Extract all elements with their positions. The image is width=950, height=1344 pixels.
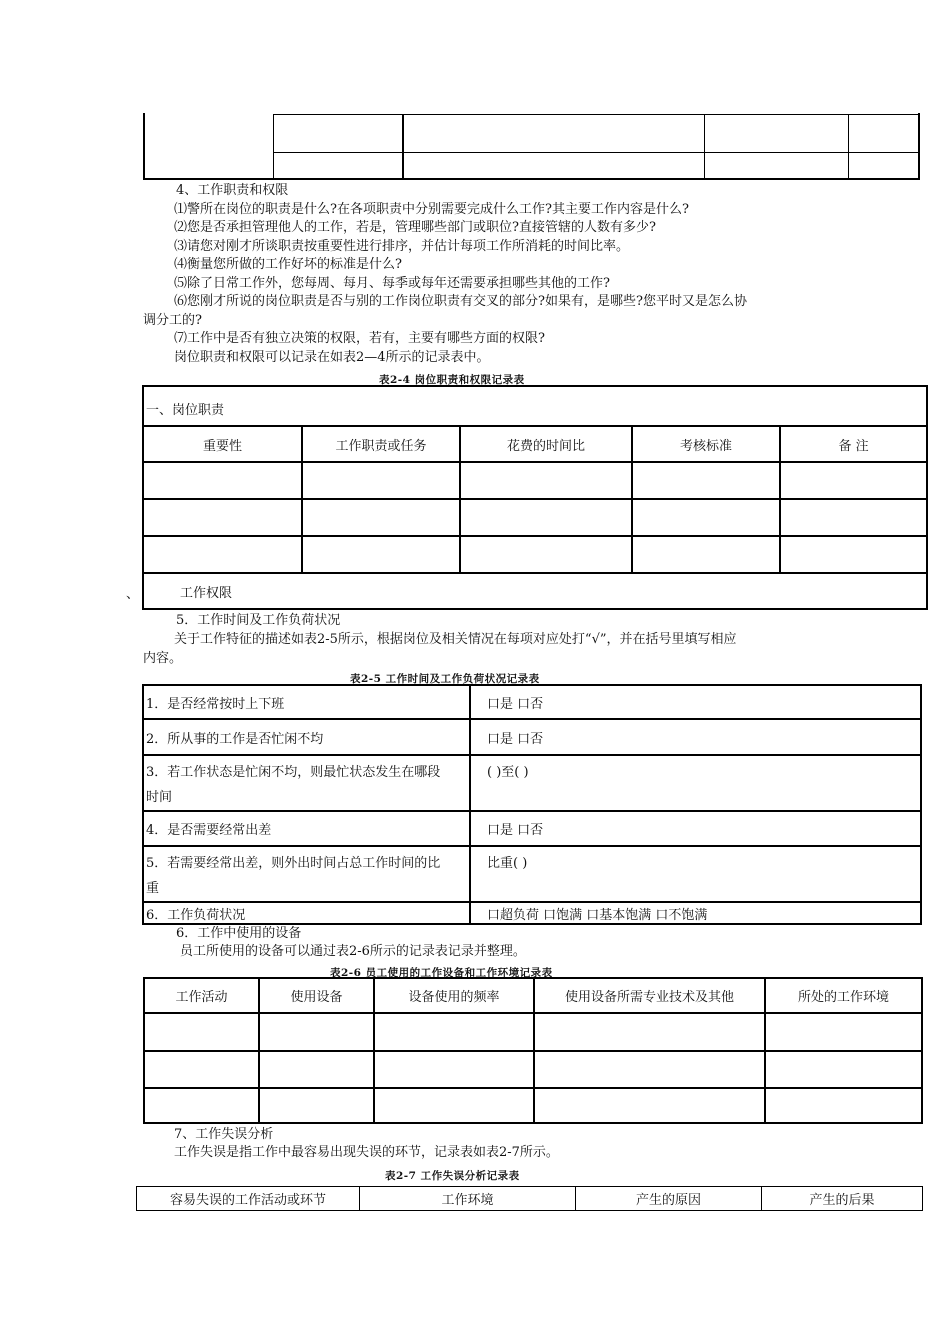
- table-cell: [259, 1088, 374, 1123]
- paragraph: 工作失误是指工作中最容易出现失误的环节，记录表如表2-7所示。: [174, 1145, 559, 1160]
- duties-table: [142, 385, 928, 610]
- question-cell: 2．所从事的工作是否忙闲不均: [143, 719, 470, 755]
- table-cell: [143, 462, 302, 499]
- table-border: [848, 114, 849, 178]
- table-border: [143, 113, 145, 179]
- question-cell: 1．是否经常按时上下班: [143, 685, 470, 719]
- column-header: 花费的时间比: [460, 426, 632, 462]
- column-header: 使用设备: [259, 978, 374, 1013]
- paragraph: 岗位职责和权限可以记录在如表2—4所示的记录表中。: [174, 350, 490, 365]
- answer-cell: 口是 口否: [470, 719, 921, 755]
- table-cell: [302, 499, 460, 536]
- answer-cell: 口超负荷 口饱满 口基本饱满 口不饱满: [470, 902, 921, 924]
- column-header: 工作环境: [360, 1187, 576, 1211]
- question-cell: 4．是否需要经常出差: [143, 811, 470, 846]
- section-row: 一、岗位职责: [143, 386, 927, 426]
- question-line: 3．若工作状态是忙闲不均，则最忙状态发生在哪段: [146, 765, 441, 780]
- table-row: [143, 719, 921, 755]
- table-cell: [534, 1088, 765, 1123]
- question-line: 重: [146, 881, 160, 896]
- table-cell: [144, 1051, 259, 1088]
- table-cell: [632, 536, 780, 573]
- table-cell: [765, 1013, 922, 1051]
- column-header: 所处的工作环境: [765, 978, 922, 1013]
- table-cell: [374, 1013, 534, 1051]
- table-cell: [632, 499, 780, 536]
- section-row: [143, 573, 927, 609]
- table-row: [144, 1051, 922, 1088]
- column-header: 容易失误的工作活动或环节: [137, 1187, 360, 1211]
- table-row: [143, 499, 927, 536]
- table-cell: [302, 462, 460, 499]
- margin-mark: 、: [126, 587, 140, 602]
- question-item: ⑶请您对刚才所谈职责按重要性进行排序，并估计每项工作所消耗的时间比率。: [174, 239, 630, 254]
- question-cell: 6．工作负荷状况: [143, 902, 470, 924]
- table-cell: [780, 499, 927, 536]
- answer-cell: 口是 口否: [470, 685, 921, 719]
- table-cell: [534, 1013, 765, 1051]
- table-cell: [374, 1051, 534, 1088]
- table-row: [144, 1088, 922, 1123]
- table-caption: 表2-5 工作时间及工作负荷状况记录表: [350, 673, 540, 685]
- section-heading: 6．工作中使用的设备: [176, 926, 302, 941]
- column-header: 设备使用的频率: [374, 978, 534, 1013]
- table-cell: [460, 499, 632, 536]
- question-item: ⑹您刚才所说的岗位职责是否与别的工作岗位职责有交叉的部分?如果有，是哪些?您平时又是怎么协: [174, 294, 747, 309]
- table-cell: [144, 1013, 259, 1051]
- paragraph: 关于工作特征的描述如表2-5所示，根据岗位及相关情况在每项对应处打“√”，并在括号里填写相应: [174, 632, 737, 647]
- section-label: 工作权限: [180, 585, 233, 601]
- table-border: [143, 178, 920, 180]
- table-cell: [144, 1088, 259, 1123]
- table-cell: [143, 536, 302, 573]
- answer-cell: ( )至( ): [470, 755, 921, 811]
- question-item: ⑴警所在岗位的职责是什么?在各项职责中分别需要完成什么工作?其主要工作内容是什么?: [174, 202, 689, 217]
- question-line: 时间: [146, 790, 173, 805]
- column-header: 重要性: [143, 426, 302, 462]
- table-row: [143, 462, 927, 499]
- paragraph-continued: 内容。: [143, 651, 183, 666]
- question-item: ⑸除了日常工作外，您每周、每月、每季或每年还需要承担哪些其他的工作?: [174, 276, 610, 291]
- table-row: [143, 755, 921, 811]
- column-header: 工作活动: [144, 978, 259, 1013]
- section-heading: 4、工作职责和权限: [176, 183, 289, 198]
- column-header: 产生的原因: [576, 1187, 762, 1211]
- table-border: [918, 113, 920, 179]
- table-cell: [765, 1088, 922, 1123]
- table-border: [273, 152, 919, 153]
- question-item-continued: 调分工的?: [143, 313, 202, 328]
- table-row: [143, 811, 921, 846]
- column-header: 考核标准: [632, 426, 780, 462]
- table-cell: [302, 536, 460, 573]
- section-heading: 7、工作失误分析: [174, 1127, 274, 1142]
- table-cell: [374, 1088, 534, 1123]
- error-analysis-table: [136, 1186, 923, 1211]
- table-border: [704, 114, 705, 178]
- table-cell: [460, 536, 632, 573]
- section-heading: 5．工作时间及工作负荷状况: [176, 613, 341, 628]
- table-row: [143, 846, 921, 902]
- table-row: [144, 1013, 922, 1051]
- column-header: 备 注: [780, 426, 927, 462]
- workload-table: [142, 684, 922, 925]
- table-row: [143, 685, 921, 719]
- answer-cell: 口是 口否: [470, 811, 921, 846]
- table-caption: 表2-4 岗位职责和权限记录表: [379, 374, 525, 386]
- question-line: 5．若需要经常出差，则外出时间占总工作时间的比: [146, 856, 441, 871]
- question-cell: [143, 755, 470, 811]
- equipment-table: [143, 977, 923, 1124]
- table-border: [273, 114, 919, 115]
- table-cell: [780, 462, 927, 499]
- column-header: 工作职责或任务: [302, 426, 460, 462]
- table-caption: 表2-6 员工使用的工作设备和工作环境记录表: [330, 967, 553, 979]
- table-cell: [143, 499, 302, 536]
- table-row: [143, 902, 921, 924]
- question-cell: [143, 846, 470, 902]
- paragraph: 员工所使用的设备可以通过表2-6所示的记录表记录并整理。: [180, 944, 526, 959]
- table-cell: [534, 1051, 765, 1088]
- answer-cell: 比重( ): [470, 846, 921, 902]
- table-cell: [780, 536, 927, 573]
- table-cell: [632, 462, 780, 499]
- question-item: ⑷衡量您所做的工作好坏的标准是什么?: [174, 257, 402, 272]
- table-caption: 表2-7 工作失误分析记录表: [385, 1170, 520, 1182]
- question-item: ⑺工作中是否有独立决策的权限，若有，主要有哪些方面的权限?: [174, 331, 545, 346]
- column-header: 产生的后果: [762, 1187, 923, 1211]
- table-border: [273, 114, 274, 178]
- table-border: [402, 114, 404, 178]
- table-cell: [259, 1013, 374, 1051]
- table-cell: [259, 1051, 374, 1088]
- table-cell: [765, 1051, 922, 1088]
- column-header: 使用设备所需专业技术及其他: [534, 978, 765, 1013]
- question-item: ⑵您是否承担管理他人的工作，若是，管理哪些部门或职位?直接管辖的人数有多少?: [174, 220, 656, 235]
- table-cell: [460, 462, 632, 499]
- table-row: [143, 536, 927, 573]
